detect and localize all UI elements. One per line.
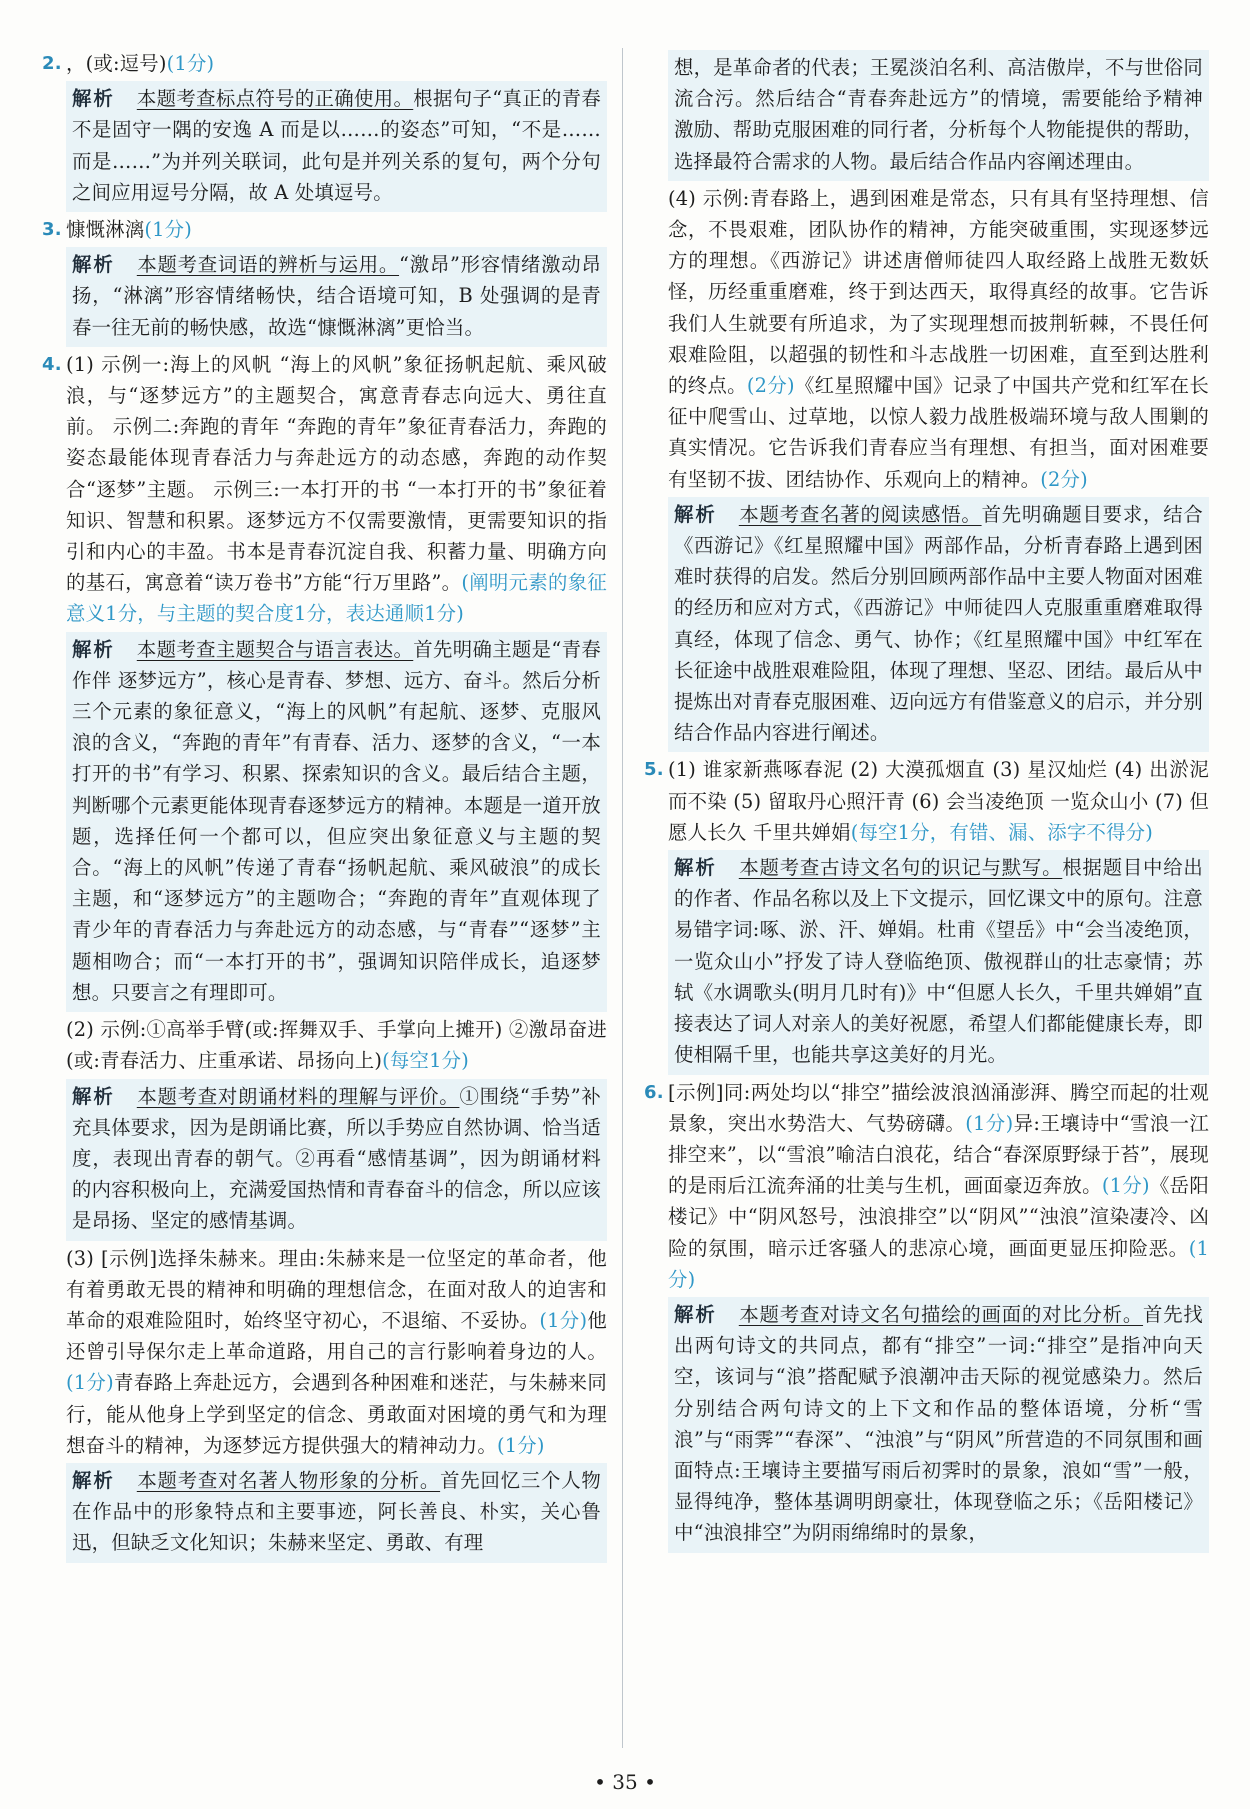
- score-note: (2分): [746, 374, 795, 398]
- analysis-box: [66, 1463, 607, 1563]
- analysis-heading: 本题考查对朗诵材料的理解与评价。: [136, 1084, 460, 1108]
- question-number: 3.: [42, 219, 62, 241]
- analysis-label: 解析: [72, 87, 115, 111]
- analysis-box-continued: [668, 50, 1209, 181]
- analysis-heading: 本题考查名著的阅读感悟。: [738, 502, 982, 526]
- question-4: [42, 349, 607, 630]
- answer-text: ，(或:逗号)(1分): [66, 52, 215, 75]
- question-number: 5.: [644, 759, 664, 781]
- score-note: (每空1分): [382, 1049, 469, 1073]
- question-number: 4.: [42, 353, 62, 375]
- analysis-heading: 本题考查古诗文名句的识记与默写。: [738, 856, 1063, 880]
- analysis-body: 根据句子“真正的青春不是固守一隅的安逸 A 而是以……的姿态”可知，“不是……而是……”为并列关联词，此句是并列关系的复句，两个分句之间应用逗号分隔，故 A 处填逗号。: [72, 87, 601, 204]
- analysis-body: 首先回忆三个人物在作品中的形象特点和主要事迹，阿长善良、朴实，关心鲁迅，但缺乏文化知识；朱赫来坚定、勇敢、有理: [72, 1468, 601, 1555]
- analysis-box: [66, 1079, 607, 1241]
- answer-part-3: (3) [示例]选择朱赫来。理由:朱赫来是一位坚定的革命者，他有着勇敢无畏的精神和明确的理想信念，在面对敌人的迫害和革命的艰难险阻时，始终坚守初心，不退缩、不妥协。(1分)他还曾引导保尔走上革命道路，用自己的言行影响着身边的人。(1分)青春路上奔赴远方，会遇到各种困难和迷茫，与朱赫来同行，能从他身上学到坚定的信念、勇敢面对困境的勇气和为理想奋斗的精神，为逐梦远方提供强大的精神动力。(1分): [66, 1246, 607, 1457]
- question-number: 6.: [644, 1081, 664, 1103]
- analysis-label: 解析: [72, 1084, 115, 1108]
- analysis-body: 想，是革命者的代表；王冕淡泊名利、高洁傲岸，不与世俗同流合污。然后结合“青春奔赴远方”的情境，需要能给予精神激励、帮助克服困难的同行者，分析每个人物能提供的帮助，选择最符合需求的人物。最后结合作品内容阐述理由。: [674, 56, 1203, 173]
- analysis-box: [668, 1297, 1209, 1553]
- answer-text: 慷慨淋漓(1分): [66, 218, 193, 242]
- analysis-body: 首先明确主题是“青春作伴 逐梦远方”，核心是青春、梦想、远方、奋斗。然后分析三个元素的象征意义，“海上的风帆”有起航、逐梦、克服风浪的含义，“奔跑的青年”有青春、活力、逐梦的含义，“一本打开的书”有学习、积累、探索知识的含义。最后结合主题，判断哪个元素更能体现青春逐梦远方的精神。本题是一道开放题，选择任何一个都可以，但应突出象征意义与主题的契合。“海上的风帆”传递了青春“扬帆起航、乘风破浪”的成长主题，和“逐梦远方”的主题吻合；“奔跑的青年”直观体现了青少年的青春活力与奔赴远方的动态感，与“青春”“逐梦”主题相吻合；而“一本打开的书”，强调知识陪伴成长，追逐梦想。只要言之有理即可。: [72, 637, 601, 1004]
- score-note: (1分): [1101, 1174, 1150, 1198]
- analysis-body: ①围绕“手势”补充具体要求，因为是朗诵比赛，所以手势应自然协调、恰当适度，表现出青春的朝气。②再看“感情基调”，因为朗诵材料的内容积极向上，充满爱国热情和青春奋斗的信念，所以应该是昂扬、坚定的感情基调。: [72, 1084, 601, 1233]
- analysis-body: “激昂”形容情绪激动昂扬，“淋漓”形容情绪畅快，结合语境可知，B 处强调的是青春一往无前的畅快感，故选“慷慨淋漓”更恰当。: [72, 253, 601, 339]
- answer-part-1: (1) 示例一:海上的风帆 “海上的风帆”象征扬帆起航、乘风破浪，与“逐梦远方”的主题契合，寓意青春志向远大、勇往直前。 示例二:奔跑的青年 “奔跑的青年”象征青春活力，奔跑的姿态最能体现青春活力与奔赴远方的动态感，奔跑的动作契合“逐梦”主题。 示例三:一本打开的书 “一本打开的书”象征着知识、智慧和积累。逐梦远方不仅需要激情，更需要知识的指引和内心的丰盈。书本是青春沉淀自我、积蓄力量、明确方向的基石，寓意着“读万卷书”方能“行万里路”。(阐明元素的象征意义1分，与主题的契合度1分，表达通顺1分): [66, 352, 607, 626]
- analysis-label: 解析: [674, 502, 717, 526]
- score-note: (1分): [144, 218, 193, 242]
- analysis-heading: 本题考查对名著人物形象的分析。: [136, 1468, 441, 1492]
- score-note: (1分): [539, 1308, 588, 1332]
- score-note: (1分): [66, 1371, 114, 1395]
- column-divider: [622, 48, 623, 1748]
- question-5: [644, 754, 1209, 848]
- analysis-heading: 本题考查词语的辨析与运用。: [136, 253, 400, 277]
- analysis-label: 解析: [72, 1468, 115, 1492]
- answer-part-2: (2) 示例:①高举手臂(或:挥舞双手、手掌向上摊开) ②激昂奋进(或:青春活力、庄重承诺、昂扬向上)(每空1分): [66, 1018, 607, 1073]
- score-note: (每空1分，有错、漏、添字不得分): [850, 820, 1154, 844]
- analysis-box: [668, 497, 1209, 753]
- analysis-heading: 本题考查主题契合与语言表达。: [136, 637, 414, 661]
- analysis-label: 解析: [674, 856, 717, 880]
- analysis-body: 根据题目中给出的作者、作品名称以及上下文提示，回忆课文中的原句。注意易错字词:啄、淤、汗、婵娟。杜甫《望岳》中“会当凌绝顶，一览众山小”抒发了诗人登临绝顶、傲视群山的壮志豪情；苏轼《水调歌头(明月几时有)》中“但愿人长久，千里共婵娟”直接表达了词人对亲人的美好祝愿，希望人们都能健康长寿，即使相隔千里，也能共享这美好的月光。: [674, 856, 1204, 1067]
- score-note: (阐明元素的象征意义1分，与主题的契合度1分，表达通顺1分): [66, 571, 607, 626]
- score-note: (1分): [497, 1433, 545, 1457]
- answer-text: [示例]同:两处均以“排空”描绘波浪汹涌澎湃、腾空而起的壮观景象，突出水势浩大、气势磅礴。(1分)异:王壤诗中“雪浪一江排空来”，以“雪浪”喻洁白浪花，结合“春深原野绿于苔”，展现的是雨后江流奔涌的壮美与生机，画面豪迈奔放。(1分)《岳阳楼记》中“阴风怒号，浊浪排空”以“阴风”“浊浪”渲染凄冷、凶险的氛围，暗示迁客骚人的悲凉心境，画面更显压抑险恶。(1分): [668, 1080, 1209, 1291]
- analysis-label: 解析: [674, 1302, 717, 1326]
- analysis-body: 首先找出两句诗文的共同点，都有“排空”一词:“排空”是指冲向天空，该词与“浪”搭配赋予浪潮冲击天际的视觉感染力。然后分别结合两句诗文的上下文和作品的整体语境，分析“雪浪”与“雨霁”“春深”、“浊浪”与“阴风”所营造的不同氛围和画面特点:王壤诗主要描写雨后初霁时的景象，浪如“雪”一般，显得纯净，整体基调明朗豪壮，体现登临之乐；《岳阳楼记》中“浊浪排空”为阴雨绵绵时的景象，: [674, 1302, 1204, 1545]
- score-note: (2分): [1040, 467, 1088, 491]
- left-column: [42, 48, 607, 1565]
- analysis-label: 解析: [72, 637, 115, 661]
- analysis-box: [668, 850, 1209, 1074]
- answer-text: (1) 谁家新燕啄春泥 (2) 大漠孤烟直 (3) 星汉灿烂 (4) 出淤泥而不染 (5) 留取丹心照汗青 (6) 会当凌绝顶 一览众山小 (7) 但愿人长久 千里共婵娟(每空1分，有错、漏、添字不得分): [668, 758, 1209, 844]
- question-3: [42, 214, 607, 245]
- analysis-box: [66, 632, 607, 1012]
- question-number: 2.: [42, 53, 62, 74]
- score-note: (1分): [166, 52, 215, 75]
- analysis-box: [66, 247, 607, 347]
- question-6: [644, 1077, 1209, 1295]
- analysis-heading: 本题考查标点符号的正确使用。: [136, 87, 414, 111]
- analysis-heading: 本题考查对诗文名句描绘的画面的对比分析。: [738, 1302, 1144, 1326]
- answer-part-4: (4) 示例:青春路上，遇到困难是常态，只有具有坚持理想、信念，不畏艰难，团队协作的精神，方能突破重围，实现逐梦远方的理想。《西游记》讲述唐僧师徒四人取经路上战胜无数妖怪，历经重重磨难，终于到达西天，取得真经的故事。它告诉我们人生就要有所追求，为了实现理想而披荆斩棘，不畏任何艰难险阻，以超强的韧性和斗志战胜一切困难，直至到达胜利的终点。(2分)《红星照耀中国》记录了中国共产党和红军在长征中爬雪山、过草地，以惊人毅力战胜极端环境与敌人围剿的真实情况。它告诉我们青春应当有理想、有担当，面对困难要有坚韧不拔、团结协作、乐观向上的精神。(2分): [668, 186, 1209, 491]
- score-note: (1分): [965, 1111, 1014, 1135]
- analysis-label: 解析: [72, 253, 115, 277]
- score-note: (1分): [668, 1236, 1209, 1291]
- right-column: [644, 48, 1209, 1555]
- analysis-body: 首先明确题目要求，结合《西游记》《红星照耀中国》两部作品，分析青春路上遇到困难时获得的启发。然后分别回顾两部作品中主要人物面对困难的经历和应对方式，《西游记》中师徒四人克服重重磨难取得真经，体现了信念、勇气、协作；《红星照耀中国》中红军在长征途中战胜艰难险阻，体现了理想、坚忍、团结。最后从中提炼出对青春克服困难、迈向远方有借鉴意义的启示，并分别结合作品内容进行阐述。: [674, 502, 1203, 745]
- analysis-box: [66, 81, 607, 212]
- page-number: • 35 •: [594, 1770, 656, 1794]
- question-2: [42, 48, 607, 79]
